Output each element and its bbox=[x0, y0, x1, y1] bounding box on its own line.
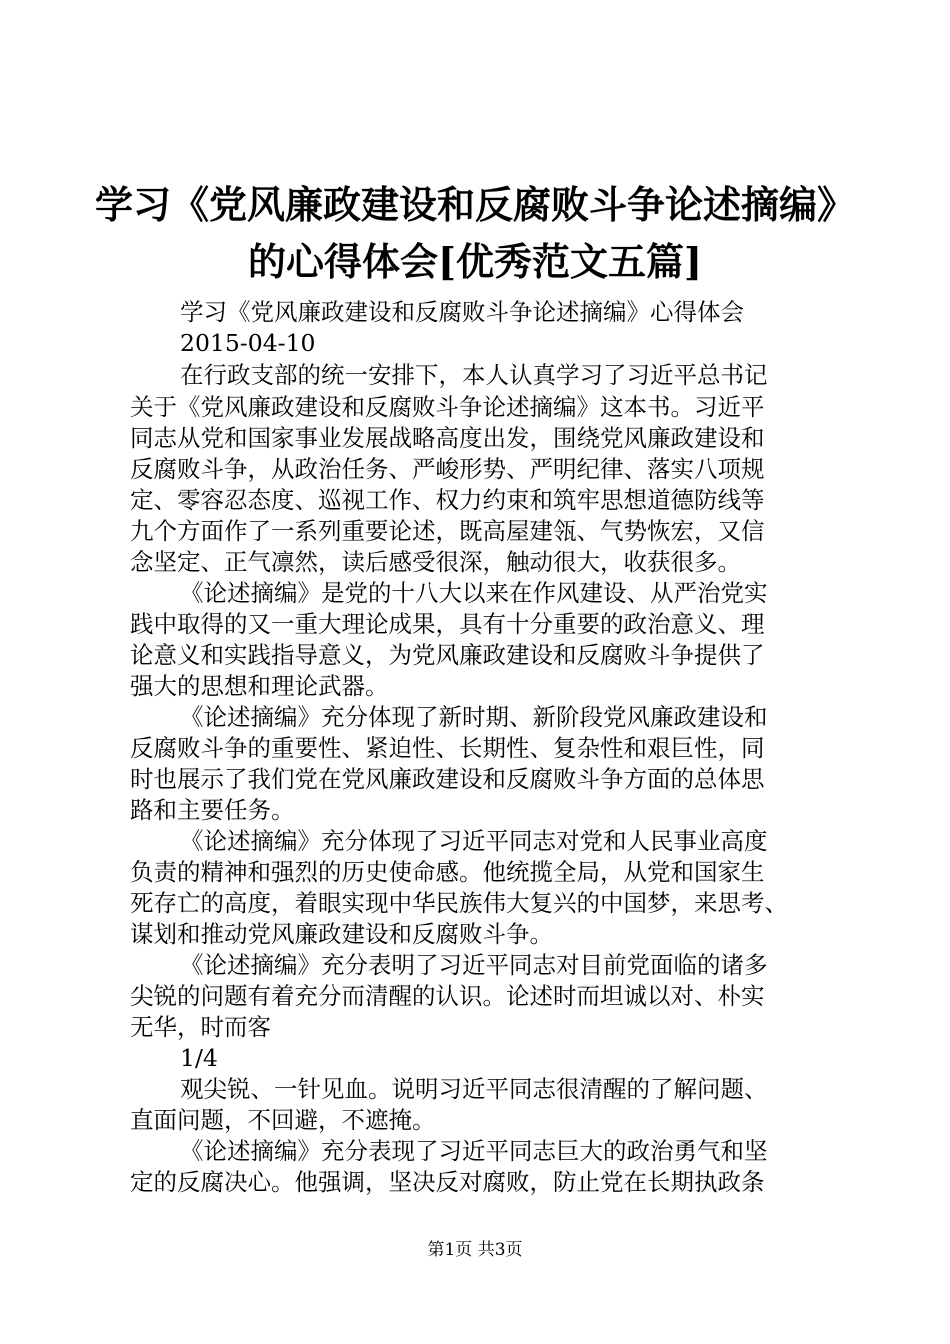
body-line: 尖锐的问题有着充分而清醒的认识。论述时而坦诚以对、朴实 bbox=[130, 982, 765, 1010]
body-line: 践中取得的又一重大理论成果，具有十分重要的政治意义、理 bbox=[130, 610, 765, 638]
body-line: 负责的精神和强烈的历史使命感。他统揽全局，从党和国家生 bbox=[130, 858, 765, 886]
body-line: 九个方面作了一系列重要论述，既高屋建瓴、气势恢宏，又信 bbox=[130, 517, 765, 545]
body-line: 《论述摘编》充分体现了习近平同志对党和人民事业高度 bbox=[180, 827, 768, 855]
date: 2015-04-10 bbox=[180, 329, 316, 357]
body-line: 《论述摘编》充分体现了新时期、新阶段党风廉政建设和 bbox=[180, 703, 768, 731]
body-line: 死存亡的高度，着眼实现中华民族伟大复兴的中国梦，来思考、 bbox=[130, 889, 788, 917]
body-line: 定的反腐决心。他强调，坚决反对腐败，防止党在长期执政条 bbox=[130, 1168, 765, 1196]
body-line: 时也展示了我们党在党风廉政建设和反腐败斗争方面的总体思 bbox=[130, 765, 765, 793]
body-line: 强大的思想和理论武器。 bbox=[130, 672, 389, 700]
body-line: 《论述摘编》是党的十八大以来在作风建设、从严治党实 bbox=[180, 579, 768, 607]
body-line: 谋划和推动党风廉政建设和反腐败斗争。 bbox=[130, 920, 553, 948]
body-line: 无华，时而客 bbox=[130, 1013, 271, 1041]
document-title-line-1: 学习《党风廉政建设和反腐败斗争论述摘编》 bbox=[94, 182, 855, 227]
body-line: 同志从党和国家事业发展战略高度出发，围绕党风廉政建设和 bbox=[130, 424, 765, 452]
body-line: 论意义和实践指导意义，为党风廉政建设和反腐败斗争提供了 bbox=[130, 641, 765, 669]
body-line: 定、零容忍态度、巡视工作、权力约束和筑牢思想道德防线等 bbox=[130, 486, 765, 514]
body-line: 路和主要任务。 bbox=[130, 796, 295, 824]
body-line: 在行政支部的统一安排下，本人认真学习了习近平总书记 bbox=[180, 361, 768, 389]
subtitle: 学习《党风廉政建设和反腐败斗争论述摘编》心得体会 bbox=[180, 298, 744, 326]
body-line: 直面问题，不回避，不遮掩。 bbox=[130, 1106, 436, 1134]
body-line: 《论述摘编》充分表明了习近平同志对目前党面临的诸多 bbox=[180, 951, 768, 979]
body-line: 关于《党风廉政建设和反腐败斗争论述摘编》这本书。习近平 bbox=[130, 393, 765, 421]
document-title-line-2: 的心得体会[优秀范文五篇] bbox=[248, 239, 702, 284]
body-line: 反腐败斗争，从政治任务、严峻形势、严明纪律、落实八项规 bbox=[130, 455, 765, 483]
page-footer: 第1页 共3页 bbox=[427, 1240, 523, 1260]
body-line: 反腐败斗争的重要性、紧迫性、长期性、复杂性和艰巨性，同 bbox=[130, 734, 765, 762]
body-line: 观尖锐、一针见血。说明习近平同志很清醒的了解问题、 bbox=[180, 1075, 768, 1103]
body-line: 《论述摘编》充分表现了习近平同志巨大的政治勇气和坚 bbox=[180, 1137, 768, 1165]
inline-page-marker: 1/4 bbox=[180, 1044, 218, 1072]
body-line: 念坚定、正气凛然，读后感受很深，触动很大，收获很多。 bbox=[130, 548, 741, 576]
